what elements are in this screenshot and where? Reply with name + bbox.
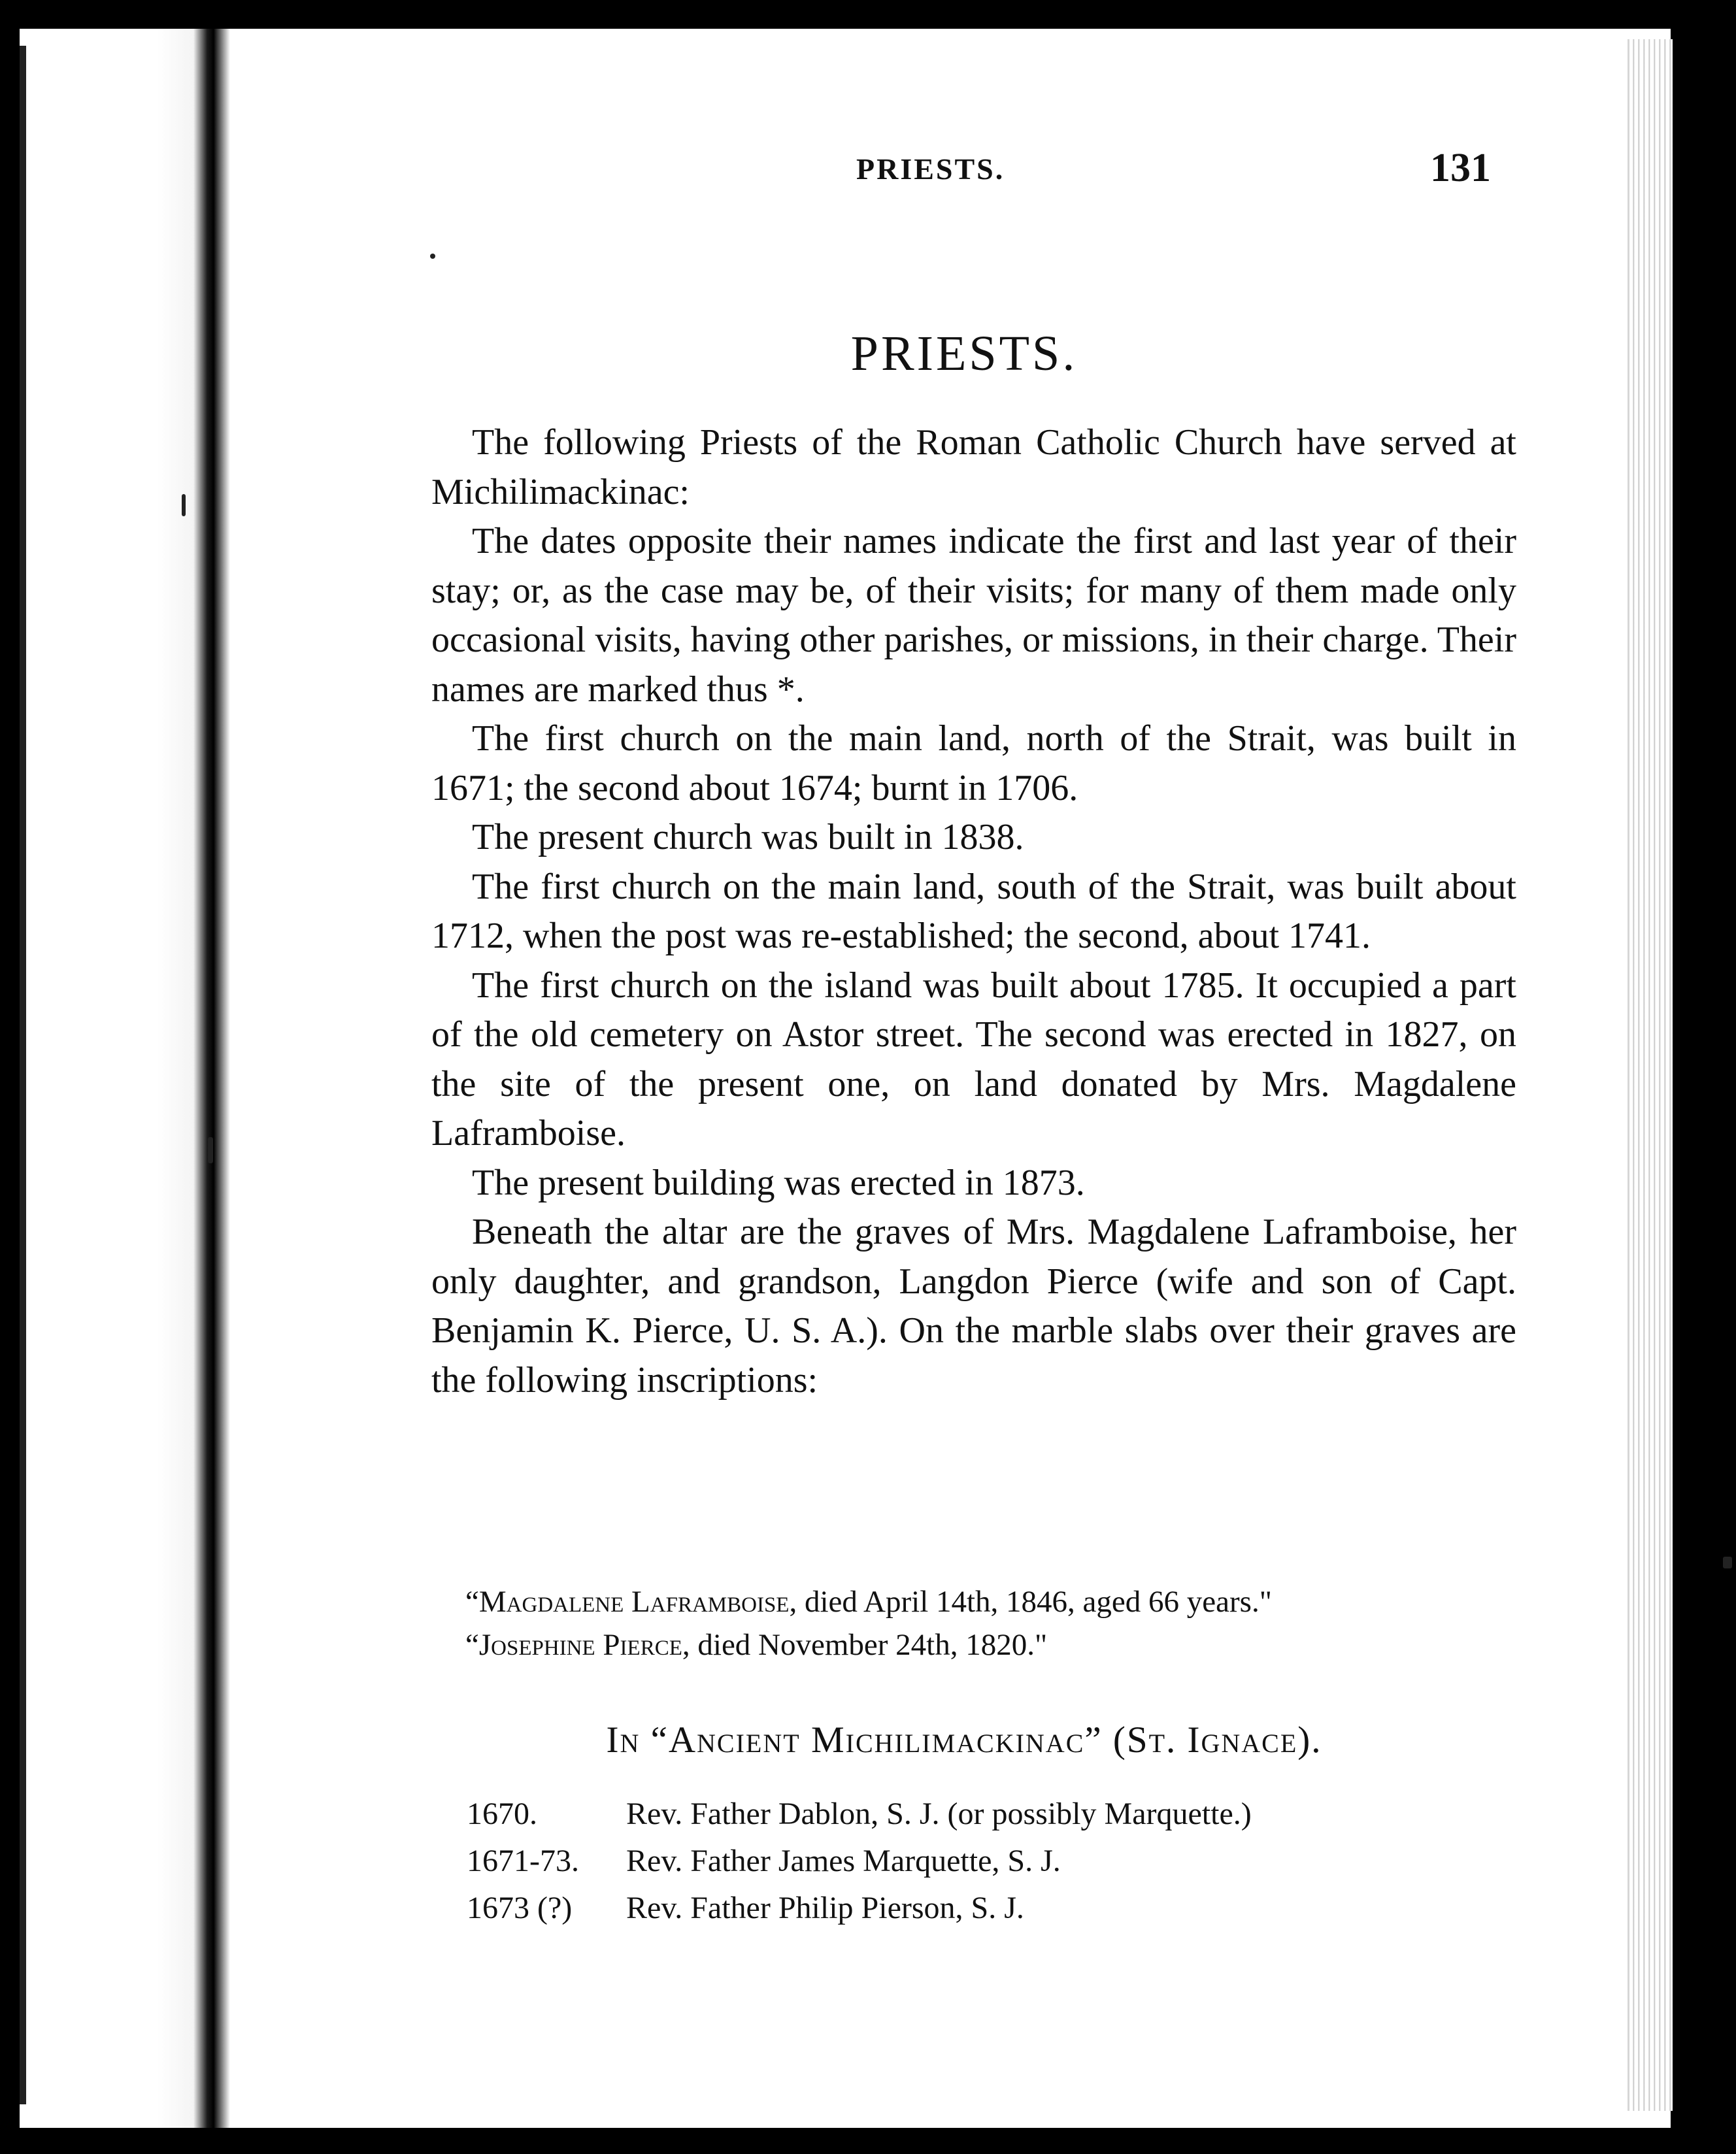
- page-number: 131: [1430, 146, 1491, 190]
- paragraph: The dates opposite their names indicate the first and last year of their stay; or, as the case may be, of their visits; for many of them made only occasional visits, having other parishes, or missions, in their charge. Their names are marked thus *.: [431, 521, 1516, 710]
- priest-name: Rev. Father Dablon, S. J. (or possibly Marquette.): [626, 1797, 1252, 1831]
- inscription-name: Josephine Pierce,: [478, 1628, 690, 1662]
- list-item: [467, 1838, 1545, 1885]
- stray-mark: [208, 1137, 213, 1163]
- paragraph: The first church on the main land, north of the Strait, was built in 1671; the second about 1674; burnt in 1706.: [431, 718, 1516, 808]
- list-item: [467, 1791, 1545, 1838]
- scan-border-top: [0, 0, 1736, 29]
- inscription: “Magdalene Laframboise, died April 14th, 1846, aged 66 years.": [465, 1585, 1272, 1619]
- paragraph: Beneath the altar are the graves of Mrs. Magdalene Laframboise, her only daughter, and grandson, Langdon Pierce (wife and son of Capt. Benjamin K. Pierce, U. S. A.). On the marble slabs over their graves are the following inscriptions:: [431, 1212, 1516, 1400]
- inscription-text: died November 24th, 1820.": [690, 1628, 1048, 1662]
- paragraph: The first church on the main land, south of the Strait, was built about 1712, when the post was re-established; the second, about 1741.: [431, 866, 1516, 956]
- scan-border-left: [0, 0, 20, 2154]
- priest-list: [467, 1791, 1545, 1932]
- scan-border-right: [1671, 0, 1736, 2154]
- paragraph: The present building was erected in 1873.: [472, 1162, 1085, 1203]
- inscription-text: died April 14th, 1846, aged 66 years.": [797, 1585, 1272, 1619]
- running-head: PRIESTS.: [856, 152, 1005, 186]
- inscription: “Josephine Pierce, died November 24th, 1820.": [465, 1628, 1048, 1662]
- priest-years: 1670.: [467, 1797, 537, 1831]
- body-text: [431, 418, 1516, 1405]
- stray-mark: [1723, 1557, 1732, 1568]
- priest-name: Rev. Father Philip Pierson, S. J.: [626, 1891, 1024, 1925]
- paragraph: The first church on the island was built about 1785. It occupied a part of the old cemetery on Astor street. The second was erected in 1827, on the site of the present one, on land donated by Mrs. Magdalene Laframboise.: [431, 965, 1516, 1153]
- section-title: In “Ancient Michilimackinac” (St. Ignace).: [606, 1719, 1322, 1761]
- inscription-name: Magdalene Laframboise,: [478, 1585, 797, 1619]
- priest-years: 1671-73.: [467, 1844, 579, 1878]
- scan-border-bottom: [0, 2128, 1736, 2154]
- priest-years: 1673 (?): [467, 1891, 573, 1925]
- list-item: [467, 1885, 1545, 1932]
- stray-mark: [182, 494, 186, 516]
- stray-mark: [430, 254, 435, 259]
- paragraph: The present church was built in 1838.: [472, 817, 1024, 857]
- paragraph: The following Priests of the Roman Catholic Church have served at Michilimackinac:: [431, 422, 1516, 512]
- priest-name: Rev. Father James Marquette, S. J.: [626, 1844, 1061, 1878]
- page-title: PRIESTS.: [850, 326, 1078, 381]
- inscriptions: [465, 1580, 1511, 1666]
